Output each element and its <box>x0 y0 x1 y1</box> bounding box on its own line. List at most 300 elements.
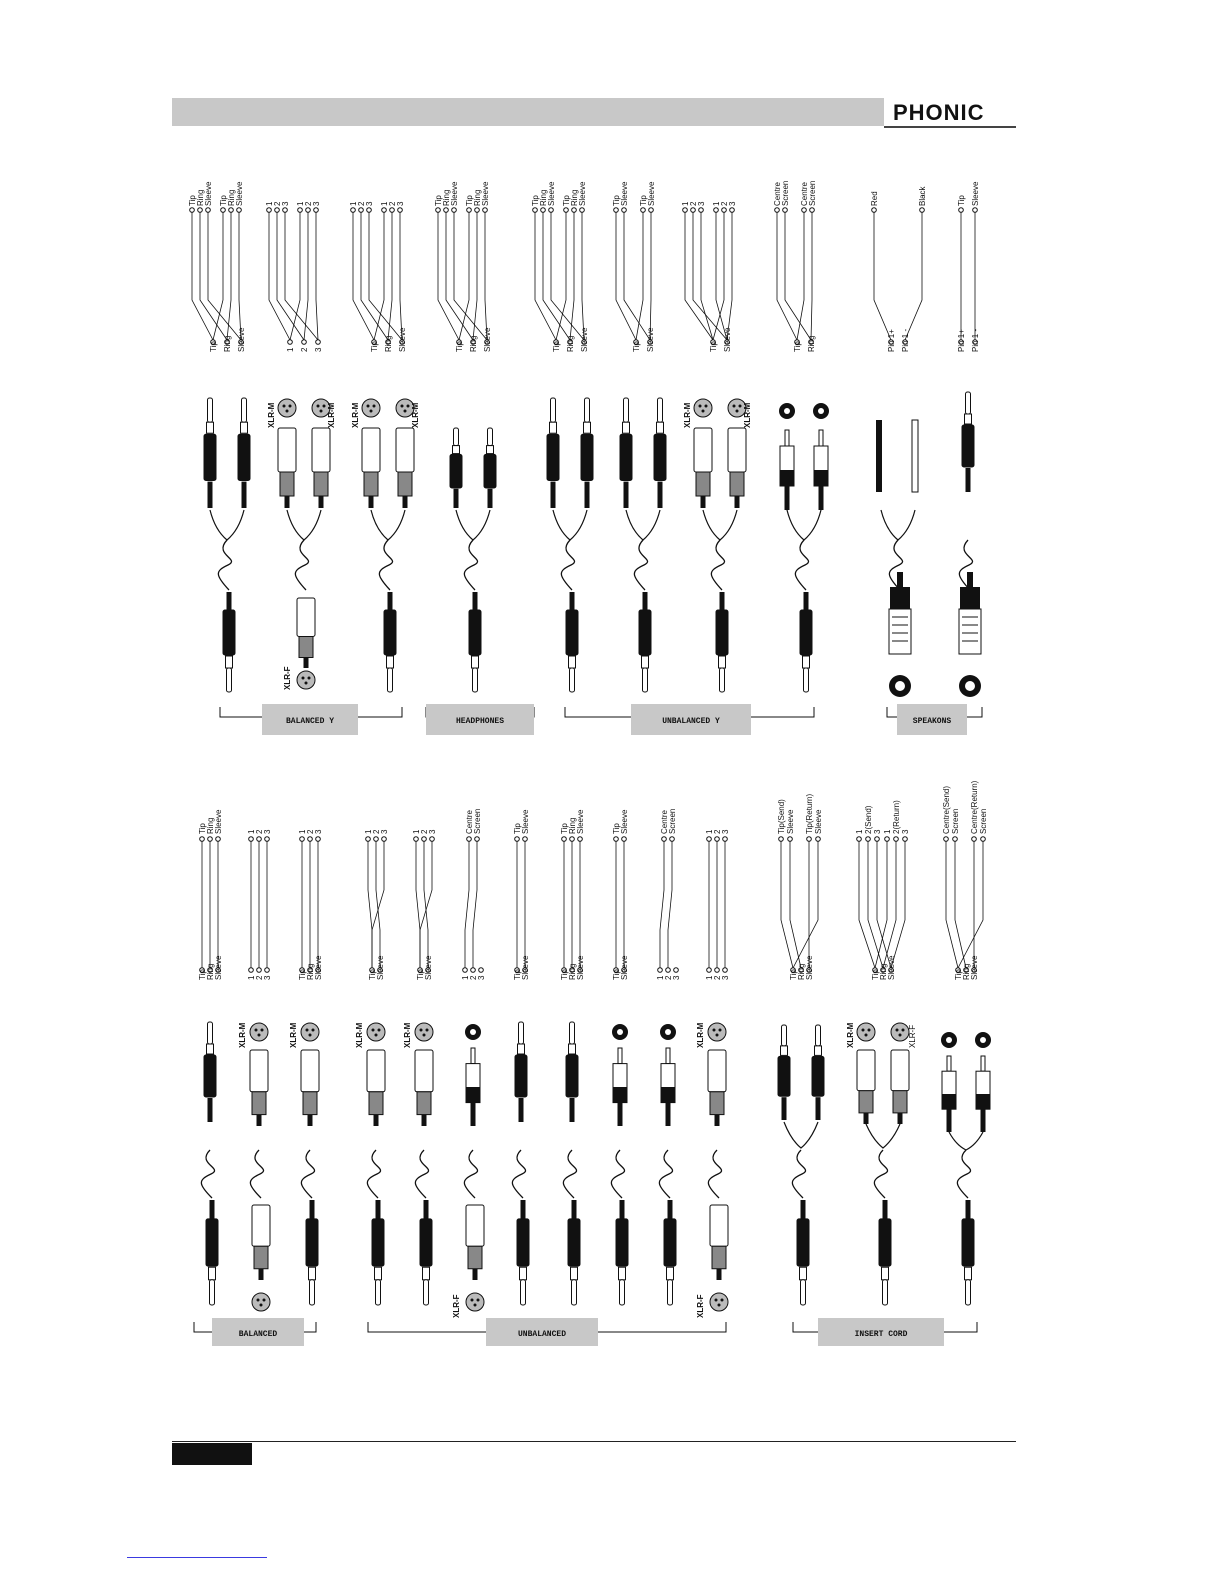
wire-label-bottom: Pin 1+ <box>887 329 896 352</box>
wire-label-bottom: Ring <box>568 963 577 980</box>
wire-label-top: Tip <box>513 823 522 834</box>
terminal-dot <box>366 837 371 842</box>
xlr-pin <box>868 1029 871 1032</box>
rca-band <box>814 470 828 486</box>
xlr-shell <box>857 1050 875 1091</box>
xlr-boot <box>369 496 374 508</box>
terminal-dot <box>723 837 728 842</box>
rca-face-inner <box>818 408 824 414</box>
wire-label-bottom: 3 <box>672 975 681 980</box>
xlr-grip <box>893 1091 907 1113</box>
xlr-shell <box>891 1050 909 1091</box>
wire-label-bottom: Sleeve <box>314 955 323 980</box>
terminal-dot <box>674 968 679 973</box>
banana-plug-red <box>912 420 918 492</box>
jack-tip <box>668 1280 673 1305</box>
xlr-pin <box>477 1299 480 1302</box>
wire <box>473 841 477 968</box>
connector-label-bottom: XLR-F <box>283 666 292 690</box>
jack-tip <box>624 398 629 422</box>
xlr-pin <box>736 410 739 413</box>
rca-face-inner <box>665 1029 671 1035</box>
wire-label-bottom: Sleeve <box>887 955 896 980</box>
connector-label-top: XLR-M <box>846 1022 855 1048</box>
bottom-link-underline <box>127 1557 267 1558</box>
wire-label-bottom: Tip <box>612 969 621 980</box>
bottom-section-1 <box>194 1318 316 1346</box>
xlr-grip <box>712 1246 726 1269</box>
rca-pin <box>471 1048 475 1064</box>
wire-label-top: Tip <box>434 195 443 206</box>
xlr-plug <box>415 1050 433 1126</box>
jack-boot <box>551 482 556 508</box>
xlr-boot <box>285 496 290 508</box>
wire-label-bottom: Ring <box>384 335 393 352</box>
jack-ring <box>423 1267 430 1280</box>
wire-label-bottom: Ring <box>206 963 215 980</box>
terminal-dot <box>641 208 646 213</box>
jack-plug <box>654 398 666 508</box>
rca-band <box>780 470 794 486</box>
terminal-dot <box>723 968 728 973</box>
terminal-dot <box>670 837 675 842</box>
bottom-section-3 <box>793 1318 977 1346</box>
wire-label-bottom: Tip <box>871 969 880 980</box>
xlr-boot <box>403 496 408 508</box>
xlr-shell <box>297 598 315 637</box>
xlr-pin <box>896 1029 899 1032</box>
jack-boot <box>801 1200 806 1219</box>
jack-plug <box>484 428 496 508</box>
wire <box>811 212 812 340</box>
xlr-pin <box>260 1304 263 1307</box>
wire <box>420 841 432 968</box>
terminal-dot <box>257 968 262 973</box>
wire-label-bottom: Sleeve <box>970 955 979 980</box>
rca-face-icon <box>975 1032 991 1048</box>
cable <box>379 540 392 590</box>
rca-band <box>942 1094 956 1109</box>
bottom-cable-7 <box>512 809 530 1305</box>
top-section-3 <box>565 704 814 735</box>
jack-body <box>204 1055 216 1097</box>
wire <box>781 841 793 968</box>
xlr-plug <box>710 1205 728 1280</box>
terminal-dot <box>275 208 280 213</box>
jack-plug <box>879 1200 891 1305</box>
terminal-dot <box>302 340 307 345</box>
wire <box>285 212 318 340</box>
jack-ring <box>623 422 630 433</box>
jack-plug <box>616 1200 628 1305</box>
jack-body <box>547 434 559 480</box>
rca-band <box>613 1087 627 1103</box>
terminal-dot <box>578 837 583 842</box>
wire-label-bottom: Tip <box>198 969 207 980</box>
jack-boot <box>643 592 648 610</box>
terminal-dot <box>614 208 619 213</box>
terminal-dot <box>221 208 226 213</box>
jack-ring <box>657 422 664 433</box>
wire-label-bottom: 1 <box>247 975 256 980</box>
speakon-grip <box>960 587 980 609</box>
jack-boot <box>210 1200 215 1219</box>
wire-label-top: Screen <box>473 808 482 834</box>
wire-label-bottom: Tip <box>298 969 307 980</box>
jack-ring <box>667 1267 674 1280</box>
jack-plug <box>581 398 593 508</box>
wire <box>859 841 875 968</box>
jack-boot <box>310 1200 315 1219</box>
xlr-boot <box>864 1113 869 1124</box>
wire-label-bottom: Tip <box>370 341 379 352</box>
terminal-dot <box>649 208 654 213</box>
jack-body <box>566 1055 578 1097</box>
bottom-cable-9 <box>611 809 629 1305</box>
speakon-grip <box>890 587 910 609</box>
terminal-dot <box>367 208 372 213</box>
xlr-face-ring <box>367 1023 385 1041</box>
xlr-pin <box>312 1029 315 1032</box>
wire-label-top: 2(Send) <box>864 805 873 834</box>
jack-plug <box>566 592 578 692</box>
rca-plug <box>780 430 794 510</box>
jack-plug <box>420 1200 432 1305</box>
wire-label-top: Centre <box>660 809 669 834</box>
top-cable-8 <box>773 181 829 692</box>
terminal-dot <box>866 837 871 842</box>
cable-y-split <box>287 510 321 540</box>
jack-boot <box>620 1200 625 1219</box>
wire-label-bottom: Ring <box>469 335 478 352</box>
terminal-dot <box>944 837 949 842</box>
speakon-body <box>889 609 911 654</box>
top-section-1 <box>220 704 402 735</box>
cable <box>512 1150 525 1198</box>
top-cable-7 <box>681 201 752 692</box>
xlr-pin <box>375 1034 378 1037</box>
terminal-dot <box>316 340 321 345</box>
jack-body <box>639 610 651 655</box>
xlr-boot <box>319 496 324 508</box>
xlr-pin <box>258 1034 261 1037</box>
jack-body <box>962 425 974 467</box>
terminal-dot <box>562 837 567 842</box>
wire-label-top: 3 <box>721 829 730 834</box>
terminal-dot <box>452 208 457 213</box>
wire-label-top: 3 <box>697 201 706 206</box>
jack-plug <box>372 1200 384 1305</box>
wire-label-bottom: Ring <box>962 963 971 980</box>
page-number-tab <box>172 1443 252 1465</box>
cable-y-split <box>949 1132 983 1150</box>
wire-label-bottom: Sleeve <box>398 327 407 352</box>
wire-label-top: Centre(Return) <box>970 780 979 834</box>
jack-ring <box>571 1267 578 1280</box>
xlr-grip <box>417 1092 431 1115</box>
xlr-shell <box>396 428 414 472</box>
xlr-face-ring <box>694 399 712 417</box>
xlr-plug <box>362 428 380 508</box>
cable <box>792 1150 805 1198</box>
xlr-shell <box>694 428 712 472</box>
jack-ring <box>619 1267 626 1280</box>
terminal-dot <box>288 340 293 345</box>
wire <box>416 841 420 968</box>
xlr-grip <box>369 1092 383 1115</box>
jack-tip <box>376 1280 381 1305</box>
terminal-dot <box>885 837 890 842</box>
jack-body <box>450 454 462 488</box>
terminal-dot <box>779 837 784 842</box>
cable <box>367 1150 380 1198</box>
jack-body <box>372 1219 384 1266</box>
terminal-dot <box>351 208 356 213</box>
terminal-dot <box>981 837 986 842</box>
xlr-face-ring <box>710 1293 728 1311</box>
cable <box>295 540 308 590</box>
xlr-plug <box>857 1050 875 1124</box>
jack-ring <box>719 656 726 668</box>
terminal-dot <box>541 208 546 213</box>
rca-boot <box>981 1109 986 1132</box>
wire-label-top: Sleeve <box>214 809 223 834</box>
wire-label-top: Tip <box>531 195 540 206</box>
wire-label-top: 3 <box>873 829 882 834</box>
jack-body <box>797 1219 809 1266</box>
xlr-plug <box>367 1050 385 1126</box>
wire-label-bottom: Tip <box>368 969 377 980</box>
xlr-grip <box>280 472 294 496</box>
jack-ring <box>209 1267 216 1280</box>
jack-ring <box>453 446 460 454</box>
jack-boot <box>816 1097 821 1120</box>
wire-label-bottom: Sleeve <box>580 327 589 352</box>
terminal-dot <box>857 837 862 842</box>
terminal-dot <box>283 208 288 213</box>
jack-tip <box>551 398 556 422</box>
wire-label-top: 3 <box>380 829 389 834</box>
wire-label-bottom: 2 <box>255 975 264 980</box>
jack-boot <box>720 592 725 610</box>
terminal-dot <box>229 208 234 213</box>
jack-tip <box>570 1022 575 1044</box>
connector-label-top: XLR-M <box>351 402 360 428</box>
wire-label-top: Screen <box>781 180 790 206</box>
wire <box>668 841 672 968</box>
wire-label-top: Black <box>918 186 927 206</box>
wire-label-top: Tip <box>198 823 207 834</box>
jack-tip <box>388 668 393 692</box>
xlr-pin <box>373 405 376 408</box>
jack-plug <box>223 592 235 692</box>
xlr-shell <box>466 1205 484 1246</box>
banana-plug-black <box>876 420 882 492</box>
terminal-dot <box>471 968 476 973</box>
jack-plug <box>204 1022 216 1122</box>
section-title: BALANCED Y <box>285 717 335 726</box>
wire <box>955 841 966 968</box>
terminal-dot <box>973 208 978 213</box>
rca-boot <box>666 1103 671 1126</box>
xlr-pin <box>715 1299 718 1302</box>
xlr-face-icon <box>301 1023 319 1041</box>
jack-boot <box>454 489 459 508</box>
terminal-dot <box>816 837 821 842</box>
wire-label-top: Sleeve <box>971 181 980 206</box>
xlr-pin <box>263 1299 266 1302</box>
cable <box>250 1150 263 1198</box>
wire-label-bottom: Ring <box>797 963 806 980</box>
jack-tip <box>519 1022 524 1044</box>
jack-boot <box>521 1200 526 1219</box>
jack-body <box>223 610 235 655</box>
terminal-dot <box>467 837 472 842</box>
wire <box>304 212 308 340</box>
xlr-face-icon <box>466 1293 484 1311</box>
xlr-pin <box>865 1034 868 1037</box>
wire-label-bottom: Tip <box>513 969 522 980</box>
terminal-dot <box>398 208 403 213</box>
jack-boot <box>376 1200 381 1219</box>
wire-label-top: 3 <box>314 829 323 834</box>
terminal-dot <box>483 208 488 213</box>
wire-label-top: Tip <box>465 195 474 206</box>
wire <box>473 212 477 340</box>
bottom-cable-8 <box>560 809 585 1305</box>
xlr-boot <box>898 1113 903 1124</box>
terminal-dot <box>707 837 712 842</box>
rca-plug <box>613 1048 627 1126</box>
jack-tip <box>658 398 663 422</box>
xlr-face-ring <box>301 1023 319 1041</box>
xlr-grip <box>730 472 744 496</box>
terminal-dot <box>267 208 272 213</box>
terminal-dot <box>237 208 242 213</box>
cable-y-split <box>553 510 587 540</box>
jack-boot <box>227 592 232 610</box>
terminal-dot <box>430 837 435 842</box>
jack-body <box>568 1219 580 1266</box>
rca-band <box>976 1094 990 1109</box>
jack-tip <box>210 1280 215 1305</box>
xlr-boot <box>304 658 309 669</box>
xlr-boot <box>473 1269 478 1280</box>
terminal-dot <box>972 837 977 842</box>
xlr-boot <box>735 496 740 508</box>
xlr-grip <box>314 472 328 496</box>
xlr-plug <box>708 1050 726 1126</box>
wire-label-bottom: 1 <box>656 975 665 980</box>
jack-tip <box>720 668 725 692</box>
xlr-pin <box>308 677 311 680</box>
terminal-dot <box>523 837 528 842</box>
wire-label-top: Ring <box>473 189 482 206</box>
jack-ring <box>207 1044 214 1054</box>
footer-rule <box>172 1441 1016 1442</box>
terminal-dot <box>662 837 667 842</box>
xlr-grip <box>398 472 412 496</box>
jack-ring <box>520 1267 527 1280</box>
jack-ring <box>569 656 576 668</box>
xlr-shell <box>278 428 296 472</box>
terminal-dot <box>622 208 627 213</box>
wire-label-top: Sleeve <box>576 809 585 834</box>
speakon-boot <box>967 572 973 587</box>
wire-label-top: Centre <box>773 181 782 206</box>
terminal-dot <box>382 208 387 213</box>
wire-label-top: Tip(Return) <box>805 793 814 834</box>
wire-label-bottom: Tip <box>789 969 798 980</box>
rca-face-icon <box>779 403 795 419</box>
jack-plug <box>238 398 250 508</box>
jack-boot <box>585 482 590 508</box>
wire <box>353 212 374 340</box>
wire-label-top: Tip <box>639 195 648 206</box>
jack-boot <box>242 482 247 508</box>
terminal-dot <box>959 208 964 213</box>
wire-label-top: 3 <box>901 829 910 834</box>
wire-label-top: 2 <box>273 201 282 206</box>
xlr-pin <box>471 1299 474 1302</box>
wire-label-bottom: 2 <box>713 975 722 980</box>
rca-pin <box>618 1048 622 1064</box>
xlr-pin <box>423 1034 426 1037</box>
terminal-dot <box>894 837 899 842</box>
wire-label-top: Sleeve <box>204 181 213 206</box>
jack-plug <box>797 1200 809 1305</box>
wire-label-top: Ring <box>196 189 205 206</box>
terminal-dot <box>580 208 585 213</box>
wire <box>208 212 241 340</box>
wire-label-top: Sleeve <box>578 181 587 206</box>
jack-plug <box>812 1025 824 1120</box>
terminal-dot <box>903 837 908 842</box>
rca-pin <box>666 1048 670 1064</box>
terminal-dot <box>306 208 311 213</box>
jack-ring <box>309 1267 316 1280</box>
jack-plug <box>664 1200 676 1305</box>
wire <box>905 212 922 340</box>
xlr-face-ring <box>362 399 380 417</box>
xlr-plug <box>891 1050 909 1124</box>
terminal-dot <box>802 208 807 213</box>
xlr-pin <box>261 1029 264 1032</box>
cable <box>611 1150 624 1198</box>
xlr-face-icon <box>710 1293 728 1311</box>
wire-label-top: 3 <box>263 829 272 834</box>
xlr-grip <box>696 472 710 496</box>
jack-body <box>484 454 496 488</box>
wire-label-bottom: Tip <box>455 341 464 352</box>
top-cable-10 <box>957 181 981 697</box>
xlr-pin <box>305 682 308 685</box>
jack-tip <box>521 1280 526 1305</box>
jack-tip <box>572 1280 577 1305</box>
xlr-pin <box>283 405 286 408</box>
cable <box>634 540 647 590</box>
xlr-pin <box>733 405 736 408</box>
connector-label-top: XLR-M <box>289 1022 298 1048</box>
wire-label-top: Screen <box>951 808 960 834</box>
xlr-face-icon <box>415 1023 433 1041</box>
xlr-face-icon <box>252 1293 270 1311</box>
wire-label-top: 2 <box>720 201 729 206</box>
jack-body <box>469 610 481 655</box>
jack-plug <box>962 392 974 492</box>
wire-label-top: 3 <box>312 201 321 206</box>
xlr-face-icon <box>297 671 315 689</box>
